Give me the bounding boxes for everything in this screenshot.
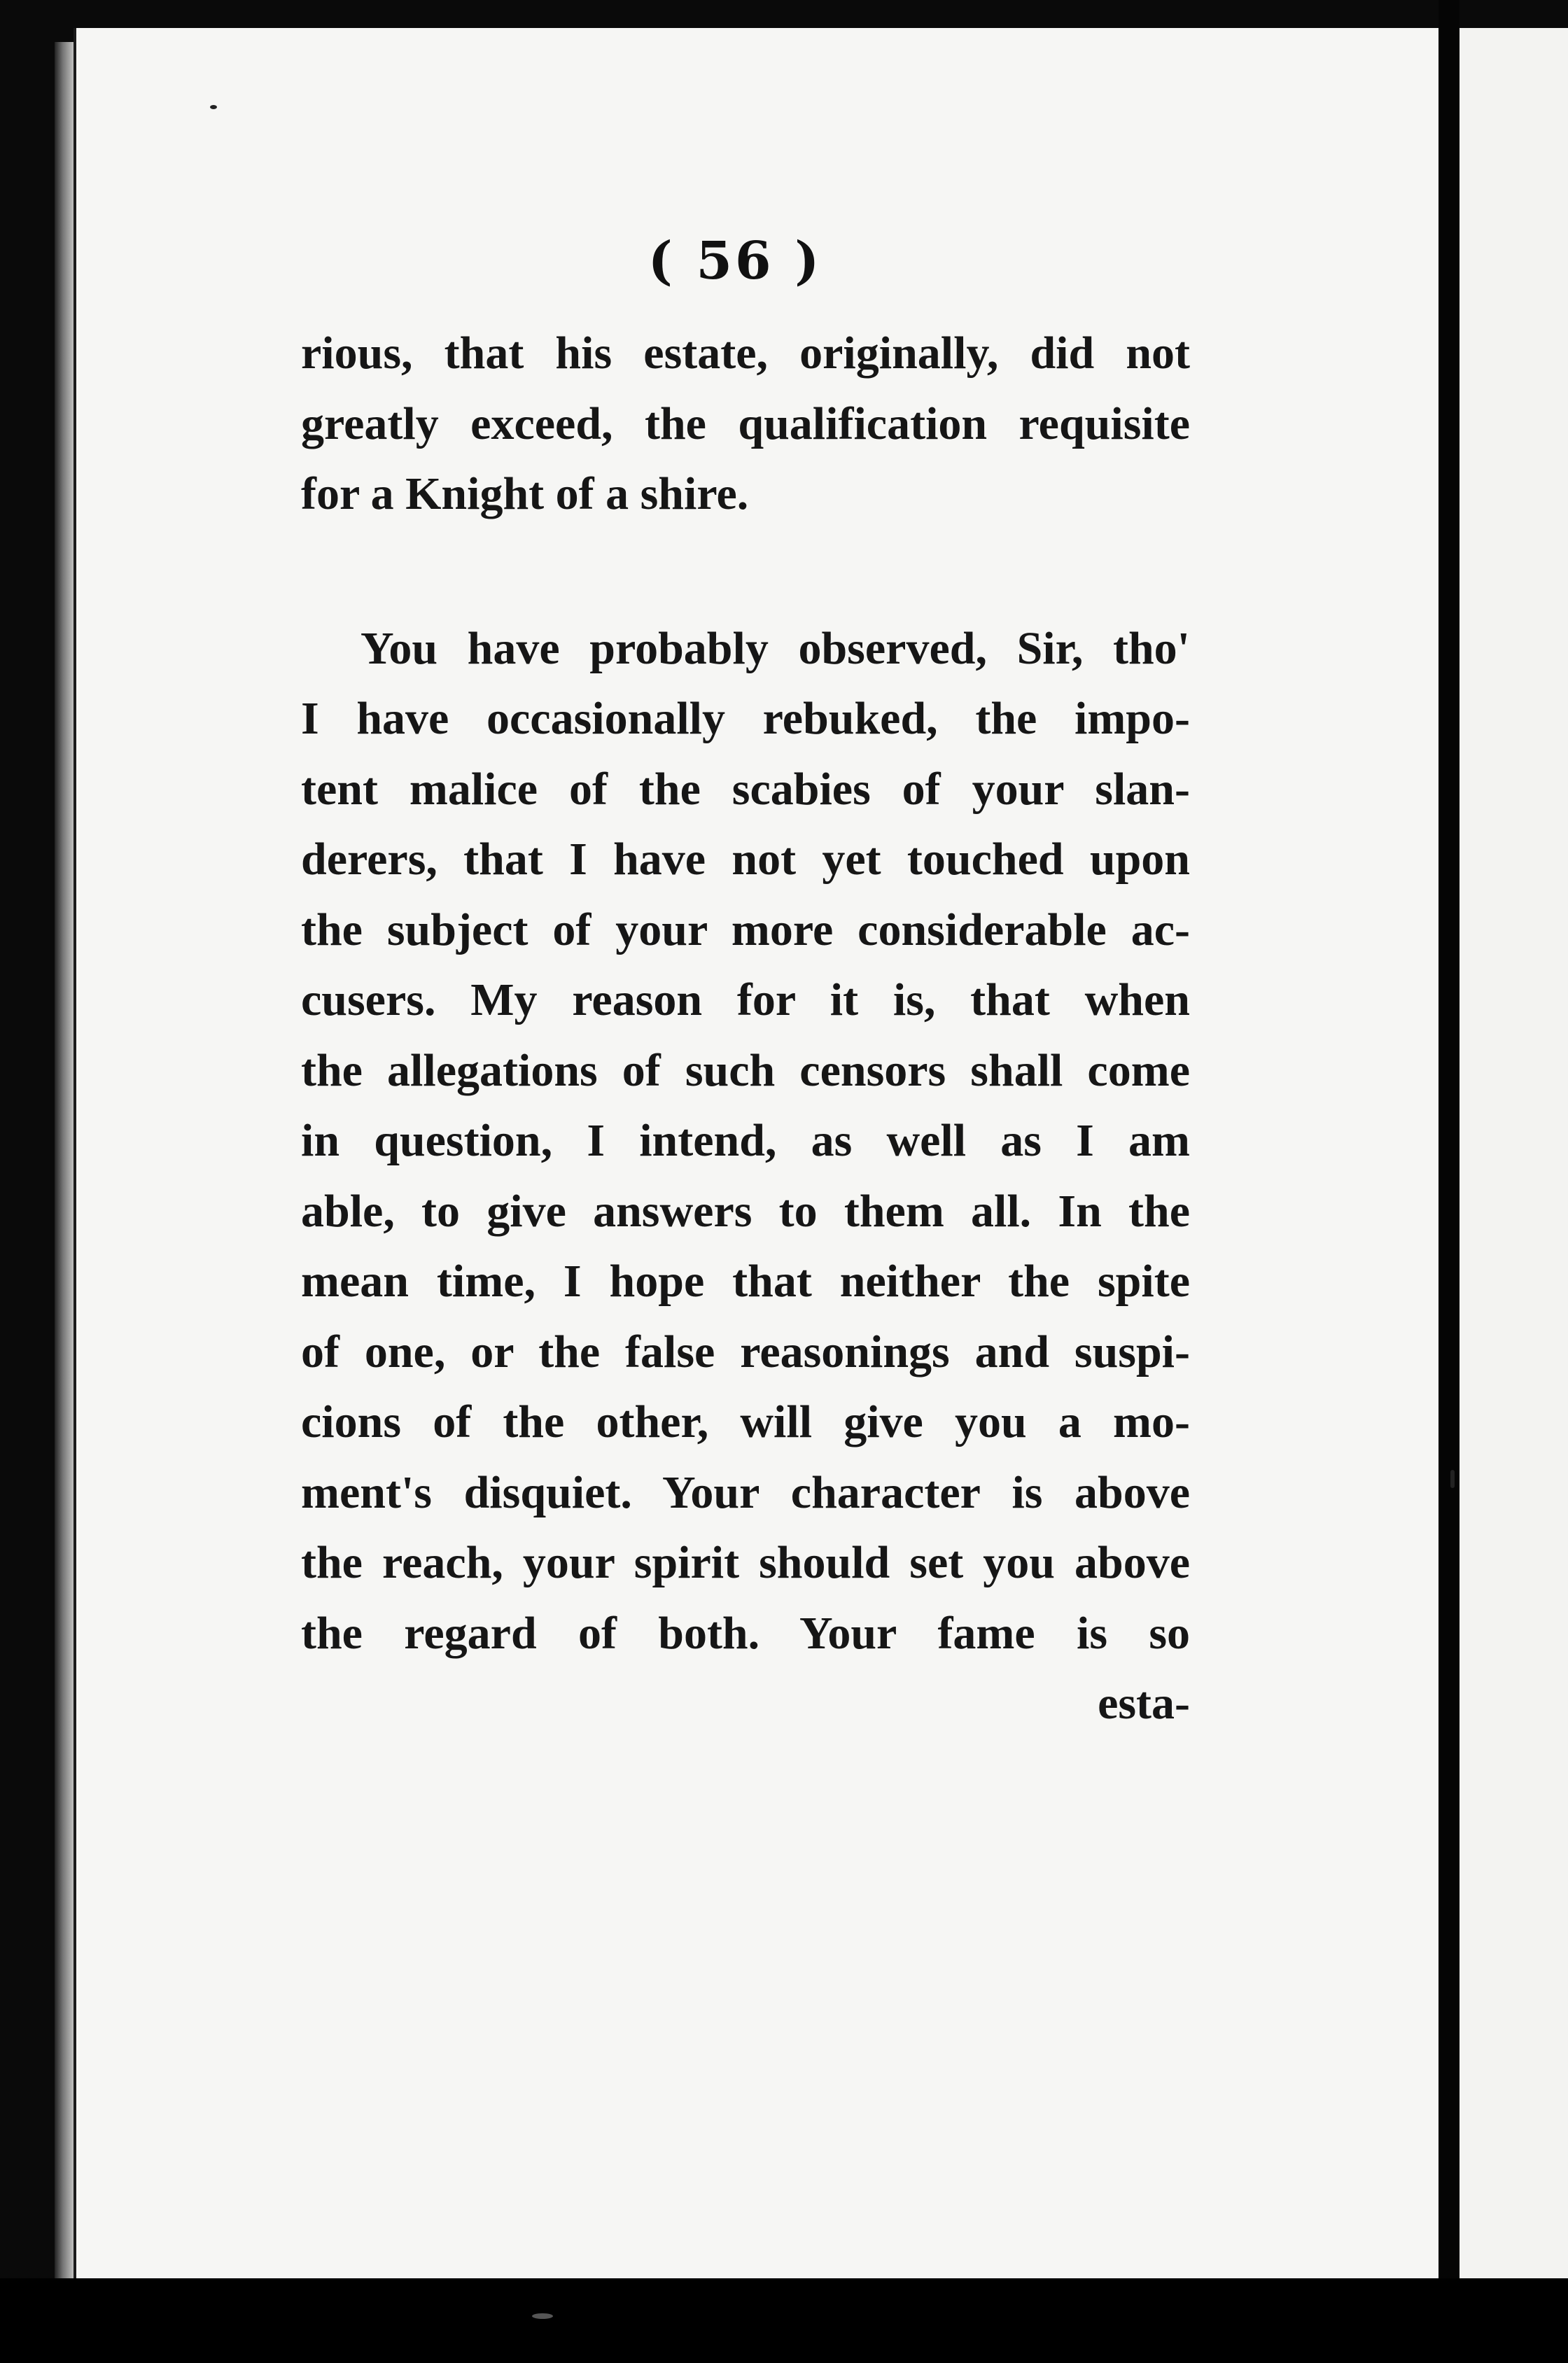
text-line: cusers. My reason for it is, that when [301,974,1190,1025]
text-line: of one, or the false reasonings and suspi- [301,1326,1190,1377]
text-line: greatly exceed, the qualification requisite [301,398,1190,449]
text-line: in question, I intend, as well as I am [301,1115,1190,1166]
text-line: for a Knight of a shire. [301,468,749,519]
text-line: I have occasionally rebuked, the impo- [301,693,1190,744]
text-line: the regard of both. Your fame is so [301,1607,1190,1659]
page-number: ( 56 ) [648,231,822,291]
ink-speck [1450,1470,1455,1488]
text-line: mean time, I hope that neither the spite [301,1256,1190,1307]
paragraph-gap [301,530,1190,614]
scan-border-bottom [0,2278,1568,2363]
text-line: You have probably observed, Sir, tho' [360,622,1190,674]
body-text [301,318,1190,1739]
text-line: able, to give answers to them all. In the [301,1185,1190,1237]
page-edge-shadow [55,42,76,2282]
catchword: esta- [1098,1678,1190,1729]
ink-speck [210,105,217,109]
right-page-fragment [1460,28,1568,2278]
text-line: the reach, your spirit should set you above [301,1537,1190,1588]
text-line: the allegations of such censors shall come [301,1044,1190,1096]
ink-speck [532,2313,553,2319]
text-line: cions of the other, will give you a mo- [301,1396,1190,1447]
text-line: rious, that his estate, originally, did not [301,328,1190,379]
text-line: the subject of your more considerable ac- [301,904,1190,955]
text-line: tent malice of the scabies of your slan- [301,763,1190,815]
text-line: ment's disquiet. Your character is above [301,1466,1190,1518]
text-line: derers, that I have not yet touched upon [301,834,1190,885]
binding-gutter [1438,0,1460,2363]
